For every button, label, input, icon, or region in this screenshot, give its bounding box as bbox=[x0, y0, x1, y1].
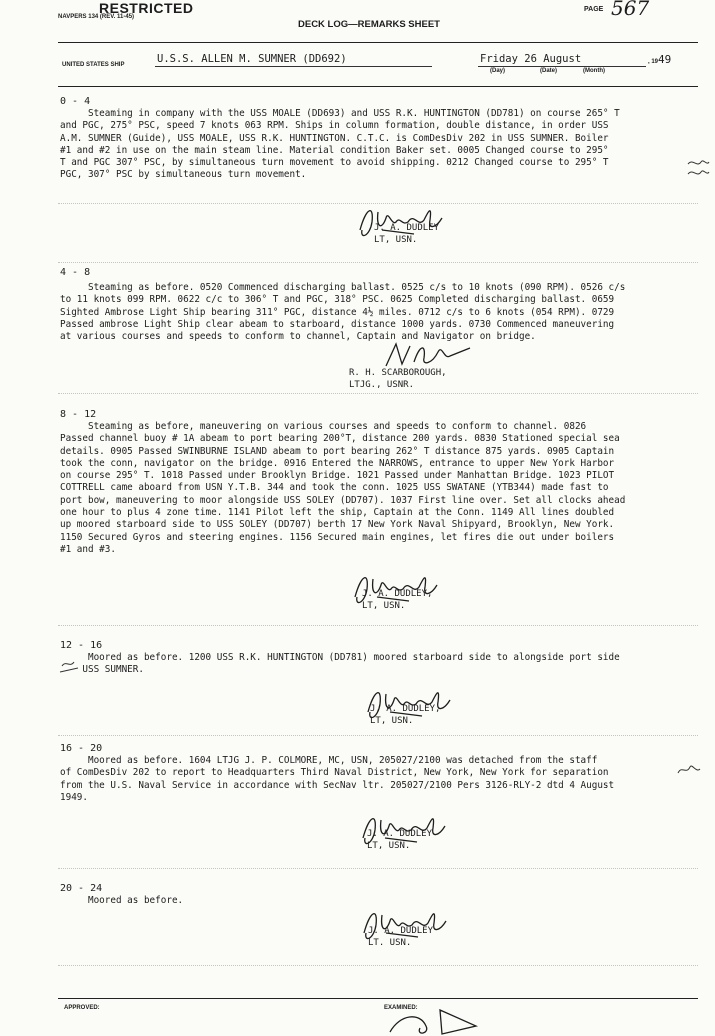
signer-rank: LT, USN. bbox=[374, 235, 418, 245]
correction-mark bbox=[58, 658, 80, 678]
signer-rank: LT, USN. bbox=[362, 601, 406, 611]
signer-name: R. H. SCARBOROUGH, bbox=[349, 368, 447, 378]
signature-block bbox=[370, 703, 440, 727]
ruled-line bbox=[58, 868, 698, 869]
footer-rule bbox=[58, 998, 698, 999]
signer-rank: LTJG., USNR. bbox=[349, 380, 415, 390]
signer-name: J. A. DUDLEY, bbox=[362, 589, 433, 599]
log-entry-20-24: Moored as before. bbox=[60, 895, 184, 906]
ruled-line bbox=[58, 393, 698, 394]
watch-period-16-20: 16 - 20 bbox=[60, 743, 103, 754]
day-label: (Day) bbox=[490, 68, 506, 74]
signature-block bbox=[367, 828, 432, 852]
watch-period-0-4: 0 - 4 bbox=[60, 96, 91, 107]
header-bottom-rule bbox=[58, 86, 698, 87]
log-entry-4-8: Steaming as before. 0520 Commenced discharging ballast. 0525 c/s to 10 knots (090 RPM). 0526 c/s to 11 knots 099 RPM. 0622 c/c to 306° T and PGC, 318° PSC. 0625 Completed discharging ballast. 0659 Sighted Ambrose Light Ship bearing 311° PGC, distance 4½ miles. 0712 c/s to 6 knots (054 RPM). 0729 Passed ambrose Light Ship clear abeam to starboard, distance 1000 yards. 0730 Commenced maneuvering at various courses and speeds to conform to channel, Captain and Navigator on bridge. bbox=[60, 282, 626, 343]
log-entry-0-4: Steaming in company with the USS MOALE (DD693) and USS R.K. HUNTINGTON (DD781) on course 265° T and PGC, 275° PSC, speed 7 knots 063 RPM. Ships in column formation, double distance, in order USS A.M. SUMNER (Guide), USS MOALE, USS R.K. HUNTINGTON. C.T.C. is ComDesDiv 202 in USS SUMNER. Boiler #1 and #2 in use on the main steam line. Material condition Baker set. 0005 Changed course to 295° T and PGC 307° PSC, by simultaneous turn movement to avoid shipping. 0212 Changed course to 295° T PGC, 307° PSC by simultaneous turn movement. bbox=[60, 108, 620, 181]
watch-period-8-12: 8 - 12 bbox=[60, 409, 97, 420]
log-year: 49 bbox=[658, 53, 672, 66]
ruled-line bbox=[58, 625, 698, 626]
ship-label: UNITED STATES SHIP bbox=[62, 62, 125, 68]
approved-label: APPROVED: bbox=[64, 1005, 100, 1011]
ship-name-underline bbox=[155, 66, 432, 67]
signature-block bbox=[374, 222, 439, 246]
log-entry-12-16: Moored as before. 1200 USS R.K. HUNTINGTON (DD781) moored starboard side to alongside port side USS SUMNER. bbox=[82, 652, 620, 676]
examined-label: EXAMINED: bbox=[384, 1005, 418, 1011]
watch-period-4-8: 4 - 8 bbox=[60, 267, 91, 278]
page-label: PAGE bbox=[584, 6, 604, 13]
margin-initials bbox=[676, 761, 702, 779]
signer-name: J. A. DUDLEY, bbox=[370, 704, 441, 714]
log-date-underline bbox=[478, 66, 646, 67]
form-number: NAVPERS 134 (REV. 11-45) bbox=[58, 14, 135, 20]
examiner-signature bbox=[380, 1006, 500, 1036]
month-label: (Month) bbox=[583, 68, 605, 74]
signer-name: J. A. DUDLEY bbox=[368, 926, 434, 936]
classification-marking: RESTRICTED bbox=[99, 0, 194, 16]
log-entry-8-12: Steaming as before, maneuvering on various courses and speeds to conform to channel. 0826 Passed channel buoy # 1A abeam to port bearing 200°T, distance 200 yards. 0830 Stationed special sea details. 0905 Passed SWINBURNE ISLAND abeam to port bearing 262° T distance 875 yards. 0905 Captain took the conn, navigator on the bridge. 0916 Entered the NARROWS, entrance to upper New York Harbor on course 295° T. 1018 Passed under Brooklyn Bridge. 1021 Passed under Manhattan Bridge. 1023 PILOT COTTRELL came aboard from USN Y.T.B. 344 and took the conn. 1025 USS SWATANE (YTB344) made fast to port bow, maneuvering to moor alongside USS SOLEY (DD707). 1037 First line over. Set all clocks ahead one hour to plus 4 zone time. 1141 Pilot left the ship, Captain at the Conn. 1149 All lines doubled up moored starboard side to USS SOLEY (DD707) berth 17 New York Naval Shipyard, Brooklyn, New York. 1150 Secured Gyros and steering engines. 1156 Secured main engines, let fires die out under boilers #1 and #3. bbox=[60, 421, 626, 555]
ruled-line bbox=[58, 735, 698, 736]
margin-initials bbox=[685, 156, 711, 180]
ruled-line bbox=[58, 262, 698, 263]
ruled-line bbox=[58, 965, 698, 966]
signature-block bbox=[368, 925, 433, 949]
signer-rank: LT. USN. bbox=[368, 938, 412, 948]
signer-name: J. A. DUDLEY bbox=[374, 223, 440, 233]
signature-block bbox=[362, 588, 432, 612]
log-date: Friday 26 August bbox=[480, 53, 582, 65]
signature-block bbox=[349, 367, 447, 391]
date-label: (Date) bbox=[540, 68, 558, 74]
header-rule bbox=[58, 42, 698, 43]
watch-period-12-16: 12 - 16 bbox=[60, 640, 103, 651]
ship-name: U.S.S. ALLEN M. SUMNER (DD692) bbox=[157, 53, 347, 65]
signer-rank: LT, USN. bbox=[367, 841, 411, 851]
log-entry-16-20: Moored as before. 1604 LTJG J. P. COLMORE, MC, USN, 205027/2100 was detached from the staff of ComDesDiv 202 to report to Headquarters Third Naval District, New York, New York for separation from the U.S. Naval Service in accordance with SecNav ltr. 205027/2100 Pers 3126-RLY-2 dtd 4 August 1949. bbox=[60, 755, 615, 803]
signer-rank: LT, USN. bbox=[370, 716, 414, 726]
sheet-title: DECK LOG—REMARKS SHEET bbox=[298, 19, 440, 30]
page-number: 567 bbox=[611, 0, 650, 20]
watch-period-20-24: 20 - 24 bbox=[60, 883, 103, 894]
year-prefix: , 19 bbox=[648, 59, 659, 65]
signer-name: J. A. DUDLEY bbox=[367, 829, 433, 839]
